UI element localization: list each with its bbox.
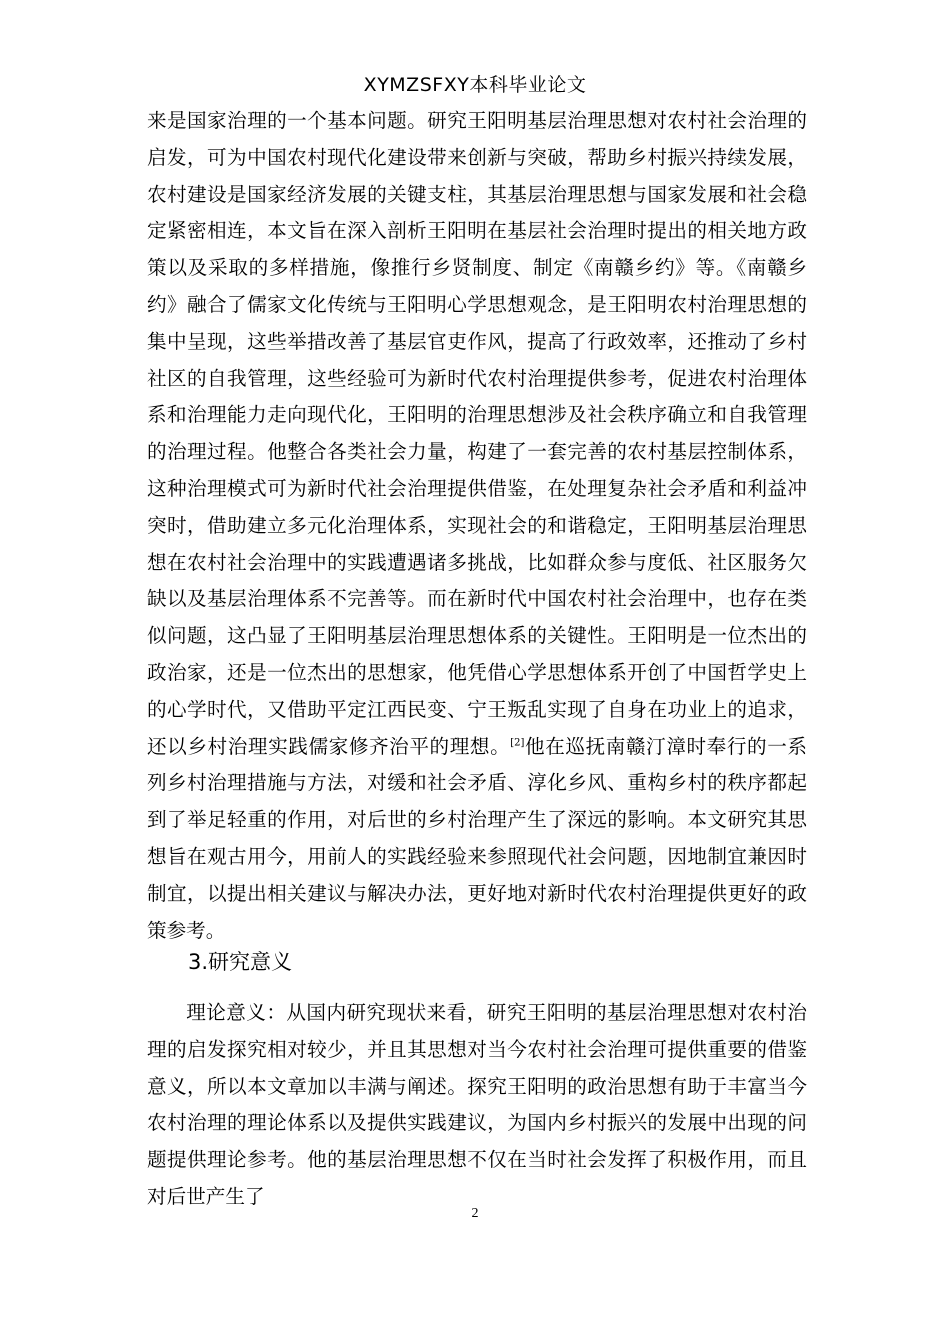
theory-significance-paragraph: 理论意义：从国内研究现状来看，研究王阳明的基层治理思想对农村治理的启发探究相对较少，并且其思想对当今农村社会治理可提供重要的借鉴意义，所以本文章加以丰满与阐述。探究王阳明的政治思想有助于丰富当今农村治理的理论体系以及提供实践建议，为国内乡村振兴的发展中出现的问题提供理论参考。他的基层治理思想不仅在当时社会发挥了积极作用，而且对后世产生了: [147, 1001, 807, 1208]
body-paragraph: [147, 103, 807, 949]
citation-marker: [2]: [510, 737, 525, 749]
page-header: XYMZSFXY本科毕业论文: [363, 74, 587, 96]
section-heading-research-significance: 3.研究意义: [188, 950, 293, 974]
paragraph-text-part1: 来是国家治理的一个基本问题。研究王阳明基层治理思想对农村社会治理的启发，可为中国农村现代化建设带来创新与突破，帮助乡村振兴持续发展，农村建设是国家经济发展的关键支柱，其基层治理思想与国家发展和社会稳定紧密相连，本文旨在深入剖析王阳明在基层社会治理时提出的相关地方政策以及采取的多样措施，像推行乡贤制度、制定《南赣乡约》等。《南赣乡约》融合了儒家文化传统与王阳明心学思想观念，是王阳明农村治理思想的集中呈现，这些举措改善了基层官吏作风，提高了行政效率，还推动了乡村社区的自我管理，这些经验可为新时代农村治理提供参考，促进农村治理体系和治理能力走向现代化，王阳明的治理思想涉及社会秩序确立和自我管理的治理过程。他整合各类社会力量，构建了一套完善的农村基层控制体系，这种治理模式可为新时代社会治理提供借鉴，在处理复杂社会矛盾和利益冲突时，借助建立多元化治理体系，实现社会的和谐稳定，王阳明基层治理思想在农村社会治理中的实践遭遇诸多挑战，比如群众参与度低、社区服务欠缺以及基层治理体系不完善等。而在新时代中国农村社会治理中，也存在类似问题，这凸显了王阳明基层治理思想体系的关键性。王阳明是一位杰出的政治家，还是一位杰出的思想家，他凭借心学思想体系开创了中国哲学史上的心学时代，又借助平定江西民变、宁王叛乱实现了自身在功业上的追求，还以乡村治理实践儒家修齐治平的理想。: [147, 109, 807, 758]
page-number: 2: [471, 1206, 479, 1221]
paragraph-text-part2: 他在巡抚南赣汀漳时奉行的一系列乡村治理措施与方法，对缓和社会矛盾、淳化乡风、重构乡村的秩序都起到了举足轻重的作用，对后世的乡村治理产生了深远的影响。本文研究其思想旨在观古用今，用前人的实践经验来参照现代社会问题，因地制宜兼因时制宜，以提出相关建议与解决办法，更好地对新时代农村治理提供更好的政策参考。: [147, 734, 808, 942]
paragraph-continued: [147, 103, 807, 949]
section-body: [147, 995, 807, 1216]
